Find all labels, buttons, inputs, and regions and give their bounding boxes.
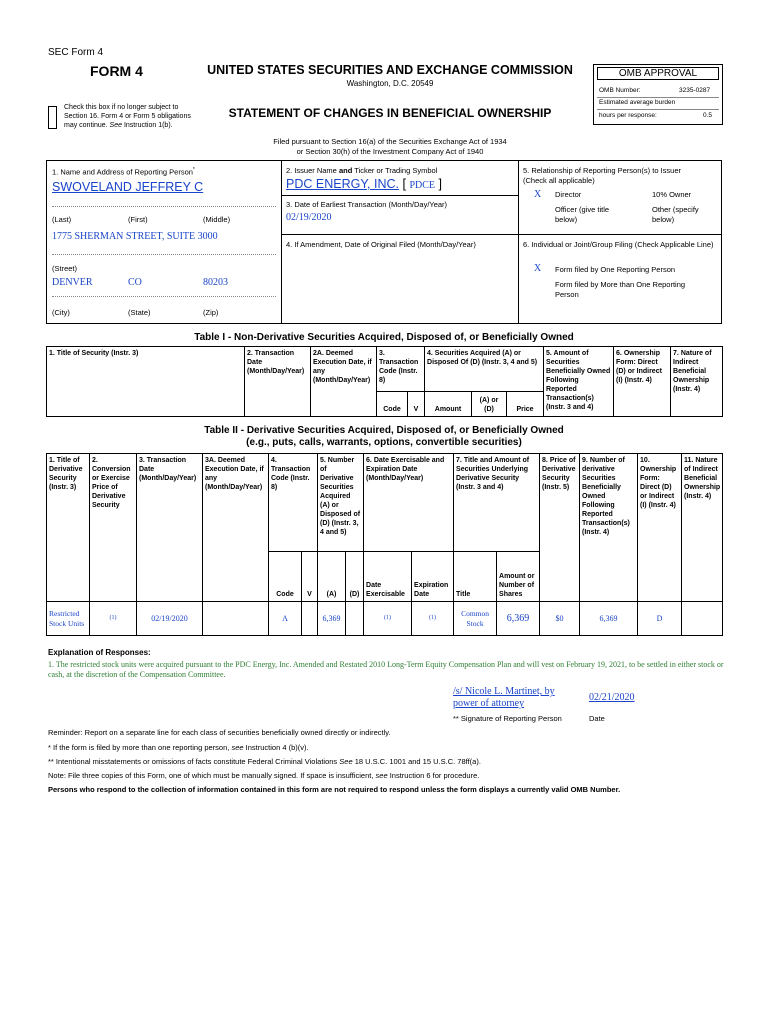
t2-row-form: D bbox=[638, 602, 682, 636]
table2-title-1: Table II - Derivative Securities Acquired, Disposed of, or Beneficially Owned bbox=[204, 425, 564, 436]
t2-row-amount: 6,369 bbox=[497, 602, 540, 636]
t1-sub-v: V bbox=[408, 392, 425, 417]
street-value: 1775 SHERMAN STREET, SUITE 3000 bbox=[52, 231, 218, 242]
form-title: FORM 4 bbox=[90, 63, 143, 79]
omb-hours-label: hours per response: bbox=[599, 112, 657, 119]
zip-value: 80203 bbox=[203, 277, 228, 288]
issuer-name[interactable]: PDC ENERGY, INC. bbox=[286, 177, 399, 191]
issuer-ticker: PDCE bbox=[409, 180, 436, 191]
ten-percent-label: 10% Owner bbox=[652, 190, 692, 199]
t1-col-deemed: 2A. Deemed Execution Date, if any (Month/Day/Year) bbox=[311, 347, 377, 417]
sec-form-label: SEC Form 4 bbox=[48, 47, 104, 58]
last-label: (Last) bbox=[52, 215, 72, 224]
note-violations: ** Intentional misstatements or omissions of facts constitute Federal Criminal Violations See 18 U.S.C. 1001 and 15 U.S.C. 78ff(a). bbox=[48, 757, 481, 766]
agency-title: UNITED STATES SECURITIES AND EXCHANGE COMMISSION bbox=[207, 63, 573, 77]
t2-col-conversion: 2. Conversion or Exercise Price of Derivative Security bbox=[90, 454, 137, 602]
t1-col-securities: 4. Securities Acquired (A) or Disposed Of (D) (Instr. 3, 4 and 5) bbox=[425, 347, 544, 392]
t2-col-code: 4. Transaction Code (Instr. 8) bbox=[269, 454, 318, 552]
state-label: (State) bbox=[128, 308, 151, 317]
t2-sub-expiration: Expiration Date bbox=[412, 552, 454, 602]
filing-label: 6. Individual or Joint/Group Filing (Check Applicable Line) bbox=[523, 240, 714, 249]
state-value: CO bbox=[128, 277, 142, 288]
t2-sub-code: Code bbox=[269, 552, 302, 602]
issuer-name-line: PDC ENERGY, INC. [ PDCE ] bbox=[286, 177, 442, 191]
more-person-label: Form filed by More than One Reporting Person bbox=[555, 280, 686, 299]
statement-title: STATEMENT OF CHANGES IN BENEFICIAL OWNERSHIP bbox=[228, 106, 552, 120]
t2-row-nature bbox=[682, 602, 723, 636]
omb-approval-title: OMB APPROVAL bbox=[597, 67, 719, 80]
director-label: Director bbox=[555, 190, 582, 199]
signature-label: ** Signature of Reporting Person bbox=[453, 714, 562, 723]
officer-label: Officer (give title below) bbox=[555, 205, 610, 224]
agency-location: Washington, D.C. 20549 bbox=[346, 79, 434, 88]
table-row bbox=[47, 602, 723, 636]
t2-col-price: 8. Price of Derivative Security (Instr. 5) bbox=[540, 454, 580, 602]
explanation-heading: Explanation of Responses: bbox=[48, 648, 151, 657]
t1-col-nature: 7. Nature of Indirect Beneficial Ownership (Instr. 4) bbox=[671, 347, 723, 417]
reporting-person-name[interactable]: SWOVELAND JEFFREY C bbox=[52, 180, 204, 194]
t2-row-v bbox=[302, 602, 318, 636]
director-mark[interactable]: X bbox=[534, 189, 542, 200]
table2 bbox=[46, 453, 723, 636]
t2-col-owned: 9. Number of derivative Securities Beneficially Owned Following Reported Transaction(s) (Instr. 4) bbox=[580, 454, 638, 602]
t2-col-deemed: 3A. Deemed Execution Date, if any (Month/Day/Year) bbox=[203, 454, 269, 602]
note-multiple-persons: * If the form is filed by more than one reporting person, see Instruction 4 (b)(v). bbox=[48, 743, 309, 752]
omb-number-value: 3235-0287 bbox=[679, 87, 711, 94]
table1 bbox=[46, 346, 723, 417]
earliest-date-value: 02/19/2020 bbox=[286, 212, 332, 223]
middle-label: (Middle) bbox=[203, 215, 231, 224]
reporting-person-label: 1. Name and Address of Reporting Person* bbox=[52, 167, 195, 177]
section16-checkbox[interactable] bbox=[48, 106, 57, 129]
t2-col-underlying: 7. Title and Amount of Securities Underlying Derivative Security (Instr. 3 and 4) bbox=[454, 454, 540, 552]
amendment-label: 4. If Amendment, Date of Original Filed (Month/Day/Year) bbox=[286, 240, 476, 249]
zip-label: (Zip) bbox=[203, 308, 219, 317]
issuer-label: 2. Issuer Name and Ticker or Trading Symbol bbox=[286, 166, 438, 175]
t2-row-code: A bbox=[269, 602, 302, 636]
t1-sub-code: Code bbox=[377, 392, 408, 417]
one-person-label: Form filed by One Reporting Person bbox=[555, 265, 676, 274]
t2-row-date: 02/19/2020 bbox=[137, 602, 203, 636]
t1-col-title: 1. Title of Security (Instr. 3) bbox=[47, 347, 245, 417]
section16-checkbox-label: Check this box if no longer subject to Section 16. Form 4 or Form 5 obligations may continue. See Instruction 1(b). bbox=[64, 104, 191, 129]
t2-col-form: 10. Ownership Form: Direct (D) or Indirect (I) (Instr. 4) bbox=[638, 454, 682, 602]
t2-sub-a: (A) bbox=[318, 552, 346, 602]
signature-date[interactable]: 02/21/2020 bbox=[589, 692, 635, 703]
t1-sub-price: Price bbox=[507, 392, 544, 417]
t1-col-amount: 5. Amount of Securities Beneficially Owned Following Reported Transaction(s) (Instr. 3 and 4) bbox=[544, 347, 614, 417]
t1-sub-aord: (A) or (D) bbox=[472, 392, 507, 417]
t2-col-date: 3. Transaction Date (Month/Day/Year) bbox=[137, 454, 203, 602]
omb-burden-label: Estimated average burden bbox=[599, 99, 676, 106]
t2-row-a: 6,369 bbox=[318, 602, 346, 636]
street-label: (Street) bbox=[52, 264, 78, 273]
city-value: DENVER bbox=[52, 277, 93, 288]
relationship-label: 5. Relationship of Reporting Person(s) to Issuer (Check all applicable) bbox=[523, 166, 681, 185]
t1-col-code: 3. Transaction Code (Instr. 8) bbox=[377, 347, 425, 392]
explanation-text: 1. The restricted stock units were acquired pursuant to the PDC Energy, Inc. Amended and Restated 2010 Long-Term Equity Compensation Plan and will vest on February 19, 2021, to be settled in either stock or cash, at the discretion of the Compensation Committee. bbox=[48, 660, 724, 679]
t2-col-nature: 11. Nature of Indirect Beneficial Ownership (Instr. 4) bbox=[682, 454, 723, 602]
reminder-note: Reminder: Report on a separate line for each class of securities beneficially owned directly or indirectly. bbox=[48, 728, 391, 737]
t2-row-owned: 6,369 bbox=[580, 602, 638, 636]
t2-sub-title: Title bbox=[454, 552, 497, 602]
earliest-date-label: 3. Date of Earliest Transaction (Month/Day/Year) bbox=[286, 200, 448, 209]
signature-date-label: Date bbox=[589, 714, 605, 723]
note-copies: Note: File three copies of this Form, one of which must be manually signed. If space is insufficient, see Instruction 6 for procedure. bbox=[48, 771, 480, 780]
city-label: (City) bbox=[52, 308, 70, 317]
t2-sub-amount: Amount or Number of Shares bbox=[497, 552, 540, 602]
omb-hours-value: 0.5 bbox=[703, 112, 713, 119]
t2-sub-d: (D) bbox=[346, 552, 364, 602]
t1-sub-amount: Amount bbox=[425, 392, 472, 417]
filed-pursuant-1: Filed pursuant to Section 16(a) of the Securities Exchange Act of 1934 bbox=[273, 137, 507, 146]
t2-row-title: Common Stock bbox=[454, 602, 497, 636]
table1-title: Table I - Non-Derivative Securities Acquired, Disposed of, or Beneficially Owned bbox=[194, 332, 574, 343]
table2-title-2: (e.g., puts, calls, warrants, options, convertible securities) bbox=[246, 437, 522, 448]
t2-row-deemed bbox=[203, 602, 269, 636]
other-label: Other (specify below) bbox=[652, 205, 699, 224]
t2-row-exercisable: (1) bbox=[364, 602, 412, 636]
omb-number-label: OMB Number: bbox=[599, 87, 641, 94]
t2-row-d bbox=[346, 602, 364, 636]
filed-pursuant-2: or Section 30(h) of the Investment Company Act of 1940 bbox=[296, 147, 484, 156]
t2-sub-v: V bbox=[302, 552, 318, 602]
t2-col-exercisable: 6. Date Exercisable and Expiration Date (Month/Day/Year) bbox=[364, 454, 454, 552]
omb-notice: Persons who respond to the collection of information contained in this form are not required to respond unless the form displays a currently valid OMB Number. bbox=[48, 785, 621, 794]
t2-row-expiration: (1) bbox=[412, 602, 454, 636]
t1-col-date: 2. Transaction Date (Month/Day/Year) bbox=[245, 347, 311, 417]
first-label: (First) bbox=[128, 215, 148, 224]
t2-row-price: $0 bbox=[540, 602, 580, 636]
t2-sub-date-exercisable: Date Exercisable bbox=[364, 552, 412, 602]
t2-row-security: Restricted Stock Units bbox=[47, 602, 90, 636]
t2-col-number: 5. Number of Derivative Securities Acquired (A) or Disposed of (D) (Instr. 3, 4 and 5) bbox=[318, 454, 364, 552]
t2-row-conversion: (1) bbox=[90, 602, 137, 636]
one-person-mark[interactable]: X bbox=[534, 263, 542, 274]
t1-col-ownership: 6. Ownership Form: Direct (D) or Indirect (I) (Instr. 4) bbox=[614, 347, 671, 417]
signature-name[interactable]: /s/ Nicole L. Martinet, by power of attorney bbox=[453, 686, 555, 709]
t2-col-title: 1. Title of Derivative Security (Instr. 3) bbox=[47, 454, 90, 602]
